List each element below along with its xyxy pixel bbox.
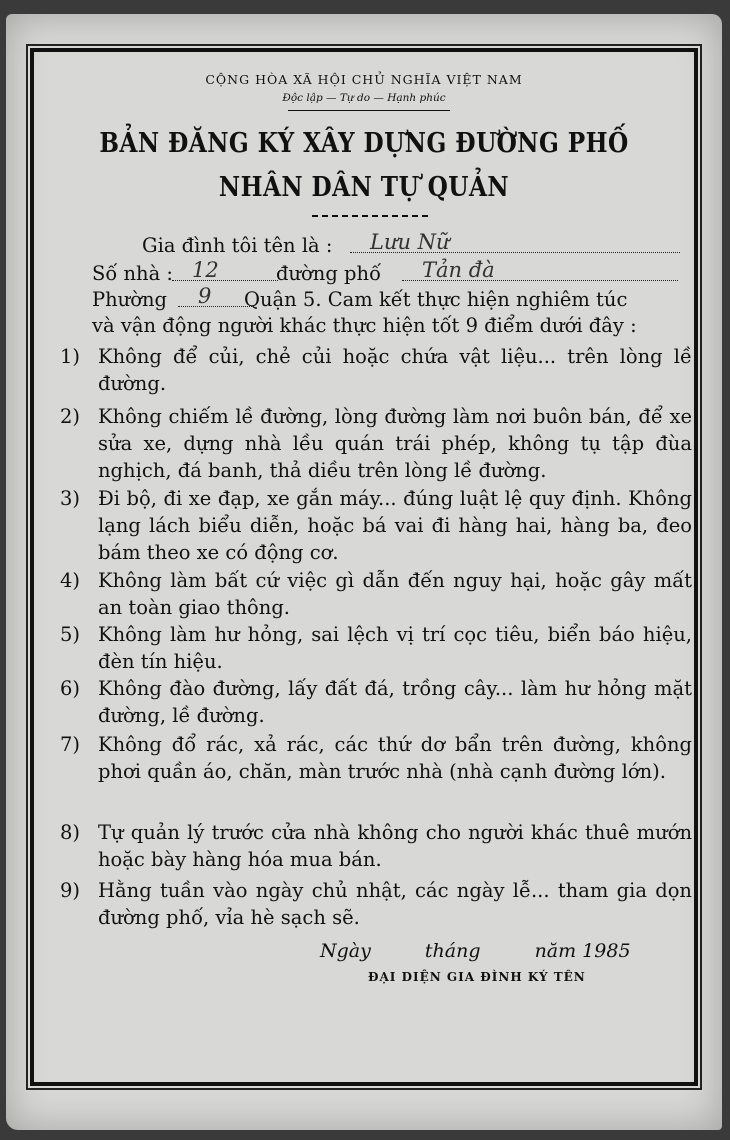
republic-header: CỘNG HÒA XÃ HỘI CHỦ NGHĨA VIỆT NAM [205,72,523,87]
family-label: Gia đình tôi tên là : [142,234,333,257]
motto: Độc lập — Tự do — Hạnh phúc [282,92,446,104]
family-name-field[interactable]: Lưu Nữ [350,230,680,253]
title-divider [312,215,428,217]
ward-label: Phường [92,288,168,311]
commit-text-2: và vận động người khác thực hiện tốt 9 điểm dưới đây : [92,314,637,337]
signature-label: ĐẠI DIỆN GIA ĐÌNH KÝ TÊN [368,970,586,984]
month-label: tháng [424,940,481,962]
date-line [320,940,679,962]
street-label: đường phố [276,262,381,285]
title-line-1: BẢN ĐĂNG KÝ XÂY DỰNG ĐƯỜNG PHỐ [99,128,629,159]
document-content: CỘNG HÒA XÃ HỘI CHỦ NGHĨA VIỆT NAM Độc lập — Tự do — Hạnh phúc BẢN ĐĂNG KÝ XÂY DỰNG ĐƯỜNG PHỐ NHÂN DÂN TỰ QUẢN Gia đình tôi tên là : Lưu Nữ Số nhà : 12 đường phố Tản đà Phường 9 Quận 5. Cam kết thực hiện nghiêm túc và vận động người khác thực hiện tốt 9 điểm dưới đây : 1) Không để củi, chẻ củi hoặc chứa vật liệu... trên lòng lề đường. 2) Không chiếm lề đường, lòng đường làm nơi buôn bán, để xe sửa xe, dựng nhà lều quán trái phép, không tụ tập đùa nghịch, đá banh, thả diều trên lòng lề đường. 3) Đi bộ, đi xe đạp, xe gắn máy... đúng luật lệ quy định. Không lạng lách biểu diễn, hoặc bá vai đi hàng hai, hàng ba, đeo bám theo xe có động cơ. 4) Không làm bất cứ việc gì dẫn đến nguy hại, hoặc gây mất an toàn giao thông. 5) Không làm hư hỏng, sai lệch vị trí cọc tiêu, biển báo hiệu, đèn tín hiệu. 6) Không đào đường, lấy đất đá, trồng cây... làm hư hỏng mặt đường, lề đường. 7) Không đổ rác, xả rác, các thứ dơ bẩn trên đường, không phơi quần áo, chăn, màn trước nhà (nhà cạnh đường lớn). 8) Tự quản lý trước cửa nhà không cho người khác thuê mướn hoặc bày hàng hóa mua bán. 9) Hằng tuần vào ngày chủ nhật, các ngày lễ... tham gia dọn đường phố, vỉa hè sạch sẽ. Ngày tháng năm 1985 ĐẠI DIỆN GIA ĐÌNH KÝ TÊN [30,48,698,1078]
day-label: Ngày [320,940,371,962]
house-label: Số nhà : [92,262,173,285]
street-field[interactable]: Tản đà [402,258,678,281]
ward-field[interactable]: 9 [178,284,254,307]
title-line-2: NHÂN DÂN TỰ QUẢN [218,172,510,203]
commit-text: Quận 5. Cam kết thực hiện nghiêm túc [244,288,628,311]
year-label: năm 1985 [534,940,631,962]
motto-underline [288,110,450,111]
house-number-field[interactable]: 12 [172,258,278,281]
